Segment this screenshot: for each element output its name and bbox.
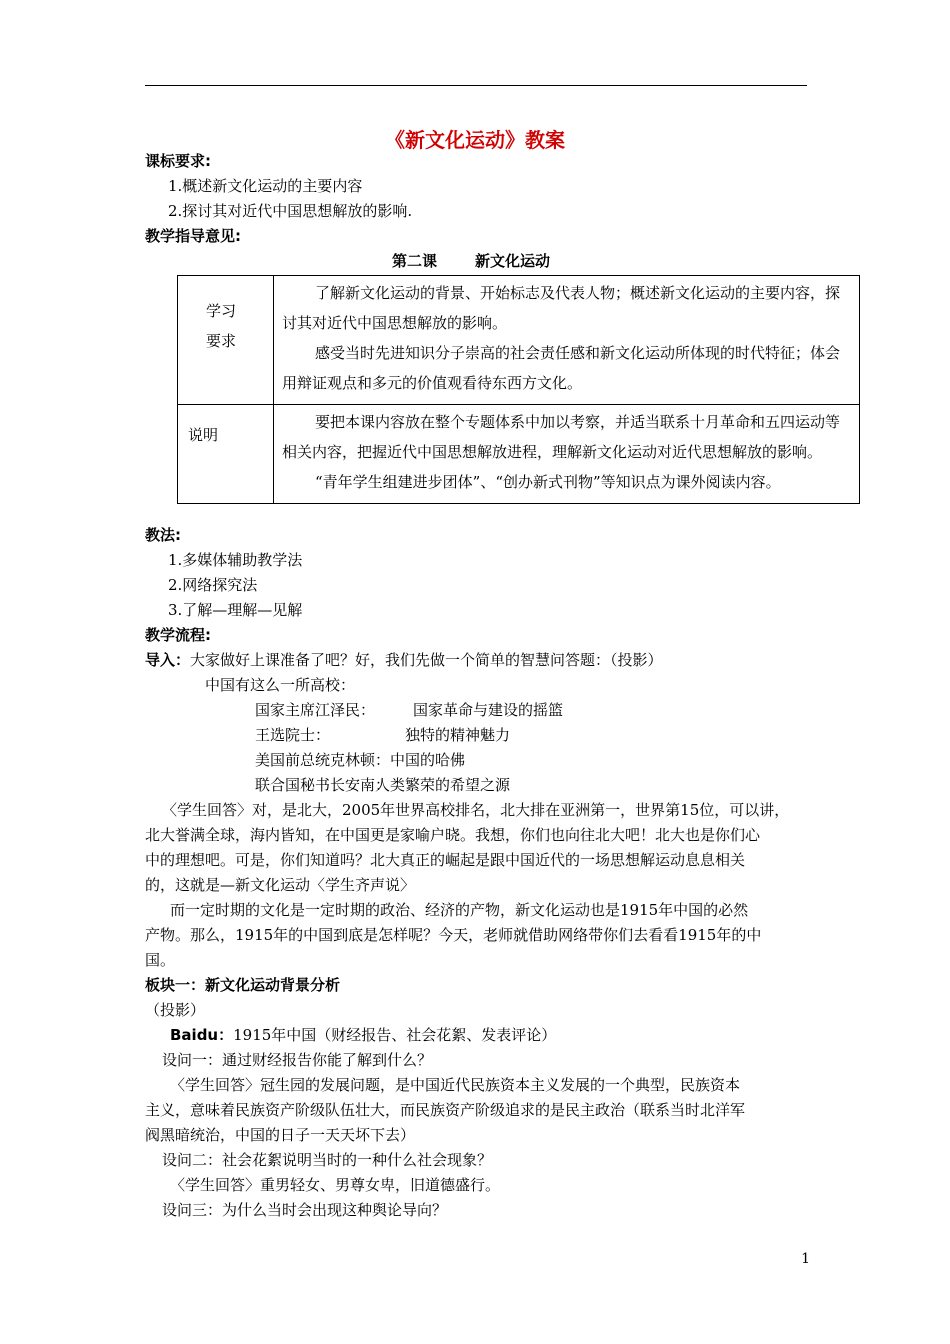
notes-para-2: “青年学生组建进步团体”、“创办新式刊物”等知识点为课外阅读内容。 <box>315 473 781 491</box>
notes-content <box>274 405 860 504</box>
culture-line-2: 产物。那么，1915年的中国到底是怎样呢？今天，老师就借助网络带你们去看看1915年的中 <box>145 926 762 944</box>
curriculum-item-1: 1.概述新文化运动的主要内容 <box>168 177 363 195</box>
section1-heading: 板块一：新文化运动背景分析 <box>145 976 341 994</box>
baidu-label: Baidu： <box>170 1026 234 1044</box>
methods-heading: 教法: <box>145 526 181 544</box>
methods-item-2: 2.网络探究法 <box>168 576 258 594</box>
lesson-name: 新文化运动 <box>475 252 551 270</box>
process-heading: 教学流程: <box>145 626 211 644</box>
question-2: 设问二：社会花絮说明当时的一种什么社会现象？ <box>162 1151 493 1169</box>
quote-who-4: 联合国秘书长安南： <box>255 776 391 794</box>
intro-sub: 中国有这么一所高校： <box>205 676 356 694</box>
quote-who-2: 王选院士： <box>255 726 331 744</box>
baidu-text: 1915年中国（财经报告、社会花絮、发表评论） <box>233 1026 557 1044</box>
quote-who-1: 国家主席江泽民： <box>255 701 376 719</box>
answer-2: 〈学生回答〉重男轻女、男尊女卑，旧道德盛行。 <box>170 1176 501 1194</box>
answer-line-1: 〈学生回答〉对，是北大，2005年世界高校排名，北大排在亚洲第一，世界第15位，可以讲， <box>162 801 790 819</box>
section1-projection: （投影） <box>145 1001 206 1019</box>
requirements-content <box>274 276 860 405</box>
requirements-table <box>177 275 860 504</box>
culture-line-3: 国。 <box>145 951 176 969</box>
table-row-requirements <box>178 276 860 405</box>
curriculum-heading: 课标要求: <box>145 152 211 170</box>
requirements-label: 学习 要求 <box>178 276 274 405</box>
quote-what-2: 独特的精神魅力 <box>405 726 511 744</box>
baidu-line <box>170 1025 556 1045</box>
quote-who-3: 美国前总统克林顿： <box>255 751 391 769</box>
methods-item-1: 1.多媒体辅助教学法 <box>168 551 303 569</box>
table-row-notes <box>178 405 860 504</box>
answer-line-2: 北大誉满全球，海内皆知，在中国更是家喻户晓。我想，你们也向往北大吧！北大也是你们心 <box>145 826 761 844</box>
quote-what-1: 国家革命与建设的摇篮 <box>413 701 564 719</box>
notes-label: 说明 <box>178 405 274 504</box>
answer-1-line-2: 主义，意味着民族资产阶级队伍壮大，而民族资产阶级追求的是民主政治（联系当时北洋军 <box>145 1101 746 1119</box>
answer-1-line-1: 〈学生回答〉冠生园的发展问题，是中国近代民族资本主义发展的一个典型，民族资本 <box>170 1076 741 1094</box>
quote-what-3: 中国的哈佛 <box>390 751 466 769</box>
notes-para-1: 要把本课内容放在整个专题体系中加以考察，并适当联系十月革命和五四运动等相关内容，把握近代中国思想解放进程，理解新文化运动对近代思想解放的影响。 <box>282 413 841 461</box>
requirements-para-1: 了解新文化运动的背景、开始标志及代表人物；概述新文化运动的主要内容，探讨其对近代中国思想解放的影响。 <box>282 284 841 332</box>
page-title: 《新文化运动》教案 <box>385 128 565 152</box>
culture-line-1: 而一定时期的文化是一定时期的政治、经济的产物，新文化运动也是1915年中国的必然 <box>170 901 749 919</box>
answer-1-line-3: 阀黑暗统治，中国的日子一天天坏下去） <box>145 1126 416 1144</box>
guidance-heading: 教学指导意见: <box>145 227 241 245</box>
requirements-para-2: 感受当时先进知识分子崇高的社会责任感和新文化运动所体现的时代特征；体会用辩证观点和多元的价值观看待东西方文化。 <box>282 344 841 392</box>
question-1: 设问一：通过财经报告你能了解到什么？ <box>162 1051 433 1069</box>
lesson-label: 第二课 <box>392 252 438 270</box>
header-rule <box>145 85 807 86</box>
answer-line-3: 中的理想吧。可是，你们知道吗？北大真正的崛起是跟中国近代的一场思想解运动息息相关 <box>145 851 746 869</box>
intro-label: 导入： <box>145 651 191 669</box>
quote-what-4: 人类繁荣的希望之源 <box>375 776 511 794</box>
methods-item-3: 3.了解—理解—见解 <box>168 601 303 619</box>
answer-line-4: 的，这就是—新文化运动〈学生齐声说〉 <box>145 876 416 894</box>
intro-line <box>145 650 663 670</box>
question-3: 设问三：为什么当时会出现这种舆论导向？ <box>162 1201 448 1219</box>
curriculum-item-2: 2.探讨其对近代中国思想解放的影响. <box>168 202 413 220</box>
intro-text: 大家做好上课准备了吧？好，我们先做一个简单的智慧问答题：（投影） <box>190 651 663 669</box>
page-number: 1 <box>801 1251 810 1267</box>
